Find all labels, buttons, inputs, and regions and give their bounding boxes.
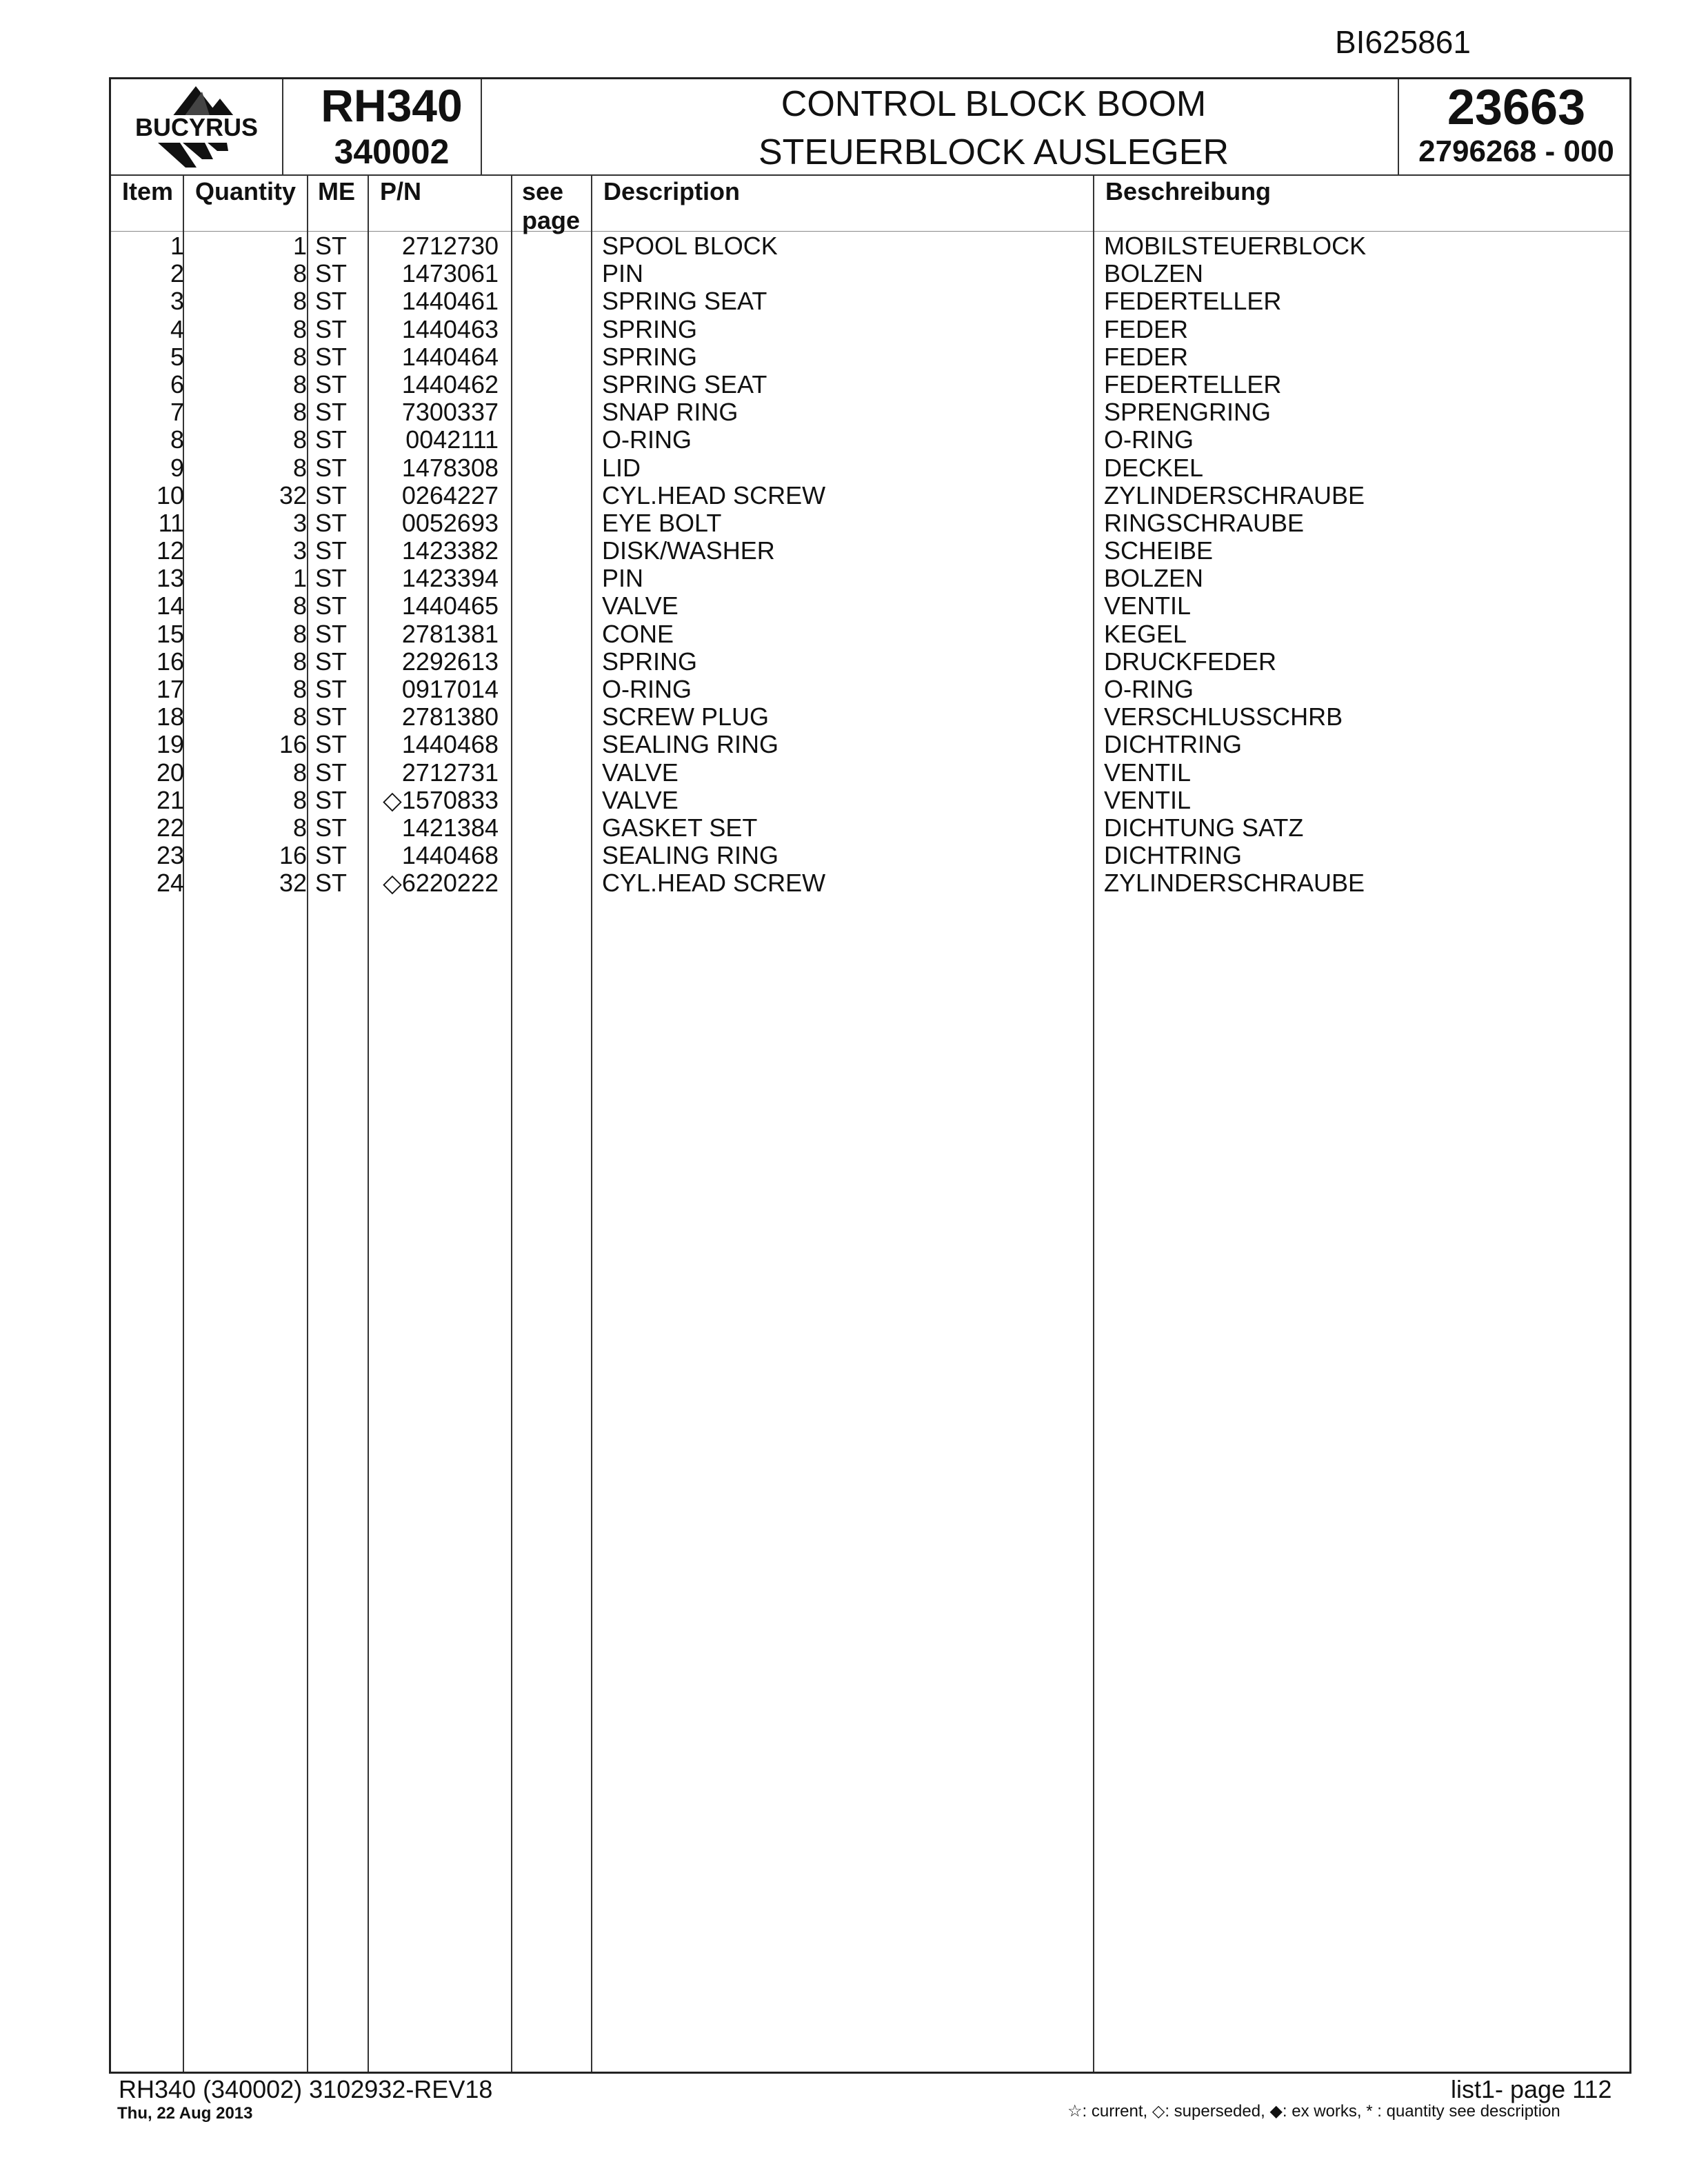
row-part-number: 1423394 <box>401 564 499 593</box>
row-me: ST <box>315 730 348 759</box>
row-item: 1 <box>170 232 184 260</box>
row-me: ST <box>315 785 348 814</box>
row-item: 9 <box>170 453 184 482</box>
table-row <box>111 620 1629 648</box>
row-item: 2 <box>170 259 184 288</box>
table-row <box>111 398 1629 426</box>
row-part-number: 1440462 <box>401 370 499 398</box>
row-me: ST <box>315 425 348 454</box>
row-description: CONE <box>602 619 674 648</box>
row-beschreibung: SCHEIBE <box>1104 536 1214 565</box>
row-description: SPRING <box>602 314 698 343</box>
row-item: 6 <box>170 370 184 398</box>
row-beschreibung: RINGSCHRAUBE <box>1104 508 1305 537</box>
row-quantity: 8 <box>292 785 307 814</box>
table-row <box>111 731 1629 758</box>
row-item: 8 <box>170 425 184 454</box>
row-beschreibung: VENTIL <box>1104 758 1192 787</box>
row-part-number: 2781380 <box>401 702 499 731</box>
row-me: ST <box>315 675 348 703</box>
row-me: ST <box>315 564 348 593</box>
table-row <box>111 537 1629 565</box>
row-quantity: 8 <box>292 453 307 482</box>
row-me: ST <box>315 619 348 648</box>
row-quantity: 16 <box>279 730 307 759</box>
row-me: ST <box>315 259 348 288</box>
row-description: CYL.HEAD SCREW <box>602 481 826 509</box>
row-description: PIN <box>602 564 644 593</box>
row-beschreibung: VENTIL <box>1104 592 1192 620</box>
col-header-description: Description <box>603 177 741 205</box>
row-description: SNAP RING <box>602 398 738 427</box>
row-part-number: 2712730 <box>401 232 499 260</box>
machine-serial: 340002 <box>334 132 450 171</box>
row-item: 14 <box>156 592 184 620</box>
row-quantity: 1 <box>292 564 307 593</box>
row-quantity: 8 <box>292 619 307 648</box>
parts-list-frame <box>109 77 1631 2074</box>
row-beschreibung: DICHTUNG SATZ <box>1104 813 1304 842</box>
row-quantity: 3 <box>292 536 307 565</box>
row-quantity: 1 <box>292 232 307 260</box>
row-part-number: ◇1570833 <box>383 785 499 814</box>
table-row <box>111 454 1629 482</box>
row-me: ST <box>315 314 348 343</box>
col-header-quantity: Quantity <box>195 177 297 205</box>
row-description: CYL.HEAD SCREW <box>602 869 826 898</box>
row-description: SPOOL BLOCK <box>602 232 778 260</box>
row-item: 15 <box>156 619 184 648</box>
row-quantity: 8 <box>292 425 307 454</box>
header-rule <box>111 174 1629 176</box>
row-me: ST <box>315 841 348 870</box>
row-item: 7 <box>170 398 184 427</box>
footer-date: Thu, 22 Aug 2013 <box>117 2104 253 2123</box>
row-beschreibung: KEGEL <box>1104 619 1187 648</box>
row-description: SEALING RING <box>602 730 779 759</box>
row-me: ST <box>315 647 348 676</box>
row-description: EYE BOLT <box>602 508 722 537</box>
row-description: O-RING <box>602 425 692 454</box>
row-part-number: 0917014 <box>401 675 499 703</box>
row-part-number: 1440468 <box>401 730 499 759</box>
table-row <box>111 509 1629 537</box>
footer-legend: ☆: current, ◇: superseded, ◆: ex works, * : quantity see description <box>1067 2102 1560 2121</box>
row-item: 20 <box>156 758 184 787</box>
row-beschreibung: ZYLINDERSCHRAUBE <box>1104 481 1365 509</box>
row-item: 24 <box>156 869 184 898</box>
group-number: 23663 <box>1447 80 1586 135</box>
row-quantity: 32 <box>279 869 307 898</box>
row-beschreibung: FEDERTELLER <box>1104 370 1282 398</box>
row-me: ST <box>315 702 348 731</box>
row-part-number: 0264227 <box>401 481 499 509</box>
row-description: SCREW PLUG <box>602 702 770 731</box>
row-quantity: 8 <box>292 370 307 398</box>
table-row <box>111 343 1629 371</box>
row-me: ST <box>315 758 348 787</box>
col-header-me: ME <box>318 177 355 205</box>
row-quantity: 3 <box>292 508 307 537</box>
row-item: 12 <box>156 536 184 565</box>
col-header-see-page: see page <box>522 177 581 234</box>
table-row <box>111 232 1629 260</box>
row-item: 17 <box>156 675 184 703</box>
row-me: ST <box>315 508 348 537</box>
row-quantity: 8 <box>292 592 307 620</box>
row-beschreibung: FEDER <box>1104 342 1189 371</box>
row-quantity: 8 <box>292 647 307 676</box>
table-row <box>111 260 1629 287</box>
row-description: VALVE <box>602 758 679 787</box>
row-beschreibung: BOLZEN <box>1104 564 1204 593</box>
row-quantity: 32 <box>279 481 307 509</box>
col-header-item: Item <box>122 177 174 205</box>
col-header-beschreibung: Beschreibung <box>1105 177 1272 205</box>
row-item: 22 <box>156 813 184 842</box>
row-me: ST <box>315 370 348 398</box>
table-row <box>111 426 1629 454</box>
row-item: 10 <box>156 481 184 509</box>
row-me: ST <box>315 481 348 509</box>
row-description: PIN <box>602 259 644 288</box>
row-description: LID <box>602 453 641 482</box>
row-item: 18 <box>156 702 184 731</box>
row-description: SPRING <box>602 342 698 371</box>
row-item: 3 <box>170 287 184 316</box>
row-beschreibung: DRUCKFEDER <box>1104 647 1277 676</box>
row-quantity: 8 <box>292 342 307 371</box>
row-part-number: 1423382 <box>401 536 499 565</box>
row-item: 11 <box>158 508 184 537</box>
table-row <box>111 676 1629 703</box>
row-me: ST <box>315 342 348 371</box>
row-item: 5 <box>170 342 184 371</box>
row-part-number: 1478308 <box>401 453 499 482</box>
row-quantity: 8 <box>292 398 307 427</box>
row-quantity: 8 <box>292 314 307 343</box>
header-divider <box>282 79 283 174</box>
row-quantity: 8 <box>292 702 307 731</box>
row-part-number: 1440468 <box>401 841 499 870</box>
col-header-pn: P/N <box>380 177 422 205</box>
row-quantity: 8 <box>292 675 307 703</box>
svg-text:BUCYRUS: BUCYRUS <box>134 113 259 141</box>
row-beschreibung: DICHTRING <box>1104 730 1242 759</box>
row-description: VALVE <box>602 785 679 814</box>
table-row <box>111 287 1629 315</box>
table-row <box>111 316 1629 343</box>
row-beschreibung: O-RING <box>1104 425 1194 454</box>
row-description: GASKET SET <box>602 813 758 842</box>
row-beschreibung: DICHTRING <box>1104 841 1242 870</box>
parts-table-body <box>111 232 1629 898</box>
row-description: SEALING RING <box>602 841 779 870</box>
footer-document-ref: RH340 (340002) 3102932-REV18 <box>119 2075 493 2103</box>
row-item: 19 <box>156 730 184 759</box>
row-part-number: 1440461 <box>401 287 499 316</box>
row-beschreibung: FEDER <box>1104 314 1189 343</box>
row-description: VALVE <box>602 592 679 620</box>
row-me: ST <box>315 869 348 898</box>
row-beschreibung: FEDERTELLER <box>1104 287 1282 316</box>
bucyrus-logo <box>117 83 277 170</box>
row-part-number: 2292613 <box>401 647 499 676</box>
row-me: ST <box>315 453 348 482</box>
row-quantity: 16 <box>279 841 307 870</box>
row-part-number: 1440465 <box>401 592 499 620</box>
table-row <box>111 759 1629 787</box>
row-description: DISK/WASHER <box>602 536 775 565</box>
row-part-number: 2712731 <box>401 758 499 787</box>
row-item: 21 <box>156 785 184 814</box>
table-row <box>111 592 1629 620</box>
table-row <box>111 787 1629 814</box>
row-part-number: 1421384 <box>401 813 499 842</box>
row-part-number: 1473061 <box>401 259 499 288</box>
row-quantity: 8 <box>292 259 307 288</box>
drawing-number: 2796268 - 000 <box>1418 134 1614 168</box>
table-row <box>111 869 1629 897</box>
row-beschreibung: DECKEL <box>1104 453 1204 482</box>
title-german: STEUERBLOCK AUSLEGER <box>758 132 1229 172</box>
row-me: ST <box>315 592 348 620</box>
row-item: 4 <box>170 314 184 343</box>
row-beschreibung: BOLZEN <box>1104 259 1204 288</box>
row-description: SPRING <box>602 647 698 676</box>
row-quantity: 8 <box>292 287 307 316</box>
row-quantity: 8 <box>292 813 307 842</box>
row-beschreibung: MOBILSTEUERBLOCK <box>1104 232 1367 260</box>
title-english: CONTROL BLOCK BOOM <box>781 84 1207 124</box>
row-beschreibung: VENTIL <box>1104 785 1192 814</box>
row-quantity: 8 <box>292 758 307 787</box>
row-description: SPRING SEAT <box>602 287 767 316</box>
row-me: ST <box>315 398 348 427</box>
document-id: BI625861 <box>1335 24 1471 60</box>
table-row <box>111 482 1629 509</box>
table-row <box>111 842 1629 869</box>
table-row <box>111 371 1629 398</box>
row-me: ST <box>315 813 348 842</box>
row-part-number: 2781381 <box>401 619 499 648</box>
row-description: O-RING <box>602 675 692 703</box>
row-me: ST <box>315 232 348 260</box>
row-beschreibung: VERSCHLUSSCHRB <box>1104 702 1343 731</box>
row-beschreibung: O-RING <box>1104 675 1194 703</box>
table-row <box>111 814 1629 842</box>
row-beschreibung: ZYLINDERSCHRAUBE <box>1104 869 1365 898</box>
row-beschreibung: SPRENGRING <box>1104 398 1272 427</box>
machine-model: RH340 <box>321 80 463 131</box>
row-part-number: 1440463 <box>401 314 499 343</box>
footer-page: list1- page 112 <box>1451 2075 1612 2103</box>
table-row <box>111 703 1629 731</box>
row-description: SPRING SEAT <box>602 370 767 398</box>
row-item: 23 <box>156 841 184 870</box>
row-part-number: 1440464 <box>401 342 499 371</box>
row-item: 13 <box>156 564 184 593</box>
table-row <box>111 648 1629 676</box>
table-row <box>111 565 1629 592</box>
row-part-number: 0052693 <box>401 508 499 537</box>
row-me: ST <box>315 287 348 316</box>
row-part-number: 7300337 <box>401 398 499 427</box>
row-part-number: 0042111 <box>405 425 499 454</box>
row-item: 16 <box>156 647 184 676</box>
row-part-number: ◇6220222 <box>383 869 499 898</box>
row-me: ST <box>315 536 348 565</box>
